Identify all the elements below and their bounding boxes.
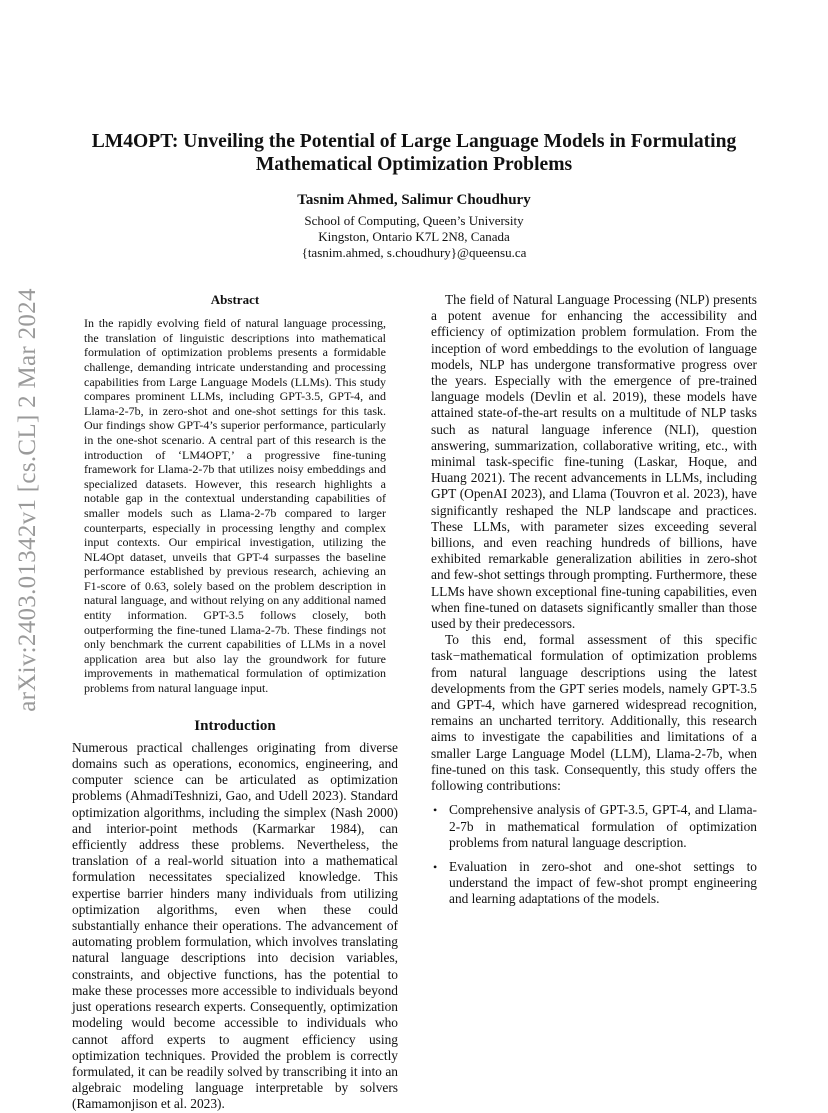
arxiv-identifier: arXiv:2403.01342v1 [cs.CL] 2 Mar 2024 bbox=[14, 288, 42, 712]
arxiv-side-stamp bbox=[10, 265, 46, 735]
author-list: Tasnim Ahmed, Salimur Choudhury bbox=[297, 192, 531, 208]
introduction-heading: Introduction bbox=[194, 717, 276, 734]
bullet-icon: • bbox=[433, 803, 438, 818]
abstract-text: In the rapidly evolving field of natural language processing, the translation of linguistic descriptions into mathematical formulation of optimization problems presents a formidable challenge, demanding intricate understanding and processing capabilities from Large Language Models (LLMs). This study compares prominent LLMs, including GPT-3.5, GPT-4, and Llama-2-7b, in zero-shot and one-shot settings for this task. Our findings show GPT-4’s superior performance, particularly in the one-shot scenario. A central part of this research is the introduction of ‘LM4OPT,’ a progressive fine-tuning framework for Llama-2-7b that utilizes noisy embeddings and specialized datasets. However, this research highlights a notable gap in the contextual understanding capabilities of smaller models such as Llama-2-7b compared to larger counterparts, especially in processing lengthy and complex input contexts. Our empirical investigation, utilizing the NL4Opt dataset, unveils that GPT-4 surpasses the baseline performance established by previous research, achieving an F1-score of 0.63, solely based on the problem description in natural language, and without relying on any additional named entity information. GPT-3.5 follows closely, both outperforming the fine-tuned Llama-2-7b. These findings not only benchmark the current capabilities of LLMs in a novel application area but also lay the groundwork for future improvements in mathematical formulation of optimization problems from natural language input. bbox=[84, 316, 386, 696]
affiliation-emails: {tasnim.ahmed, s.choudhury}@queensu.ca bbox=[301, 245, 527, 260]
affiliation-line-1: School of Computing, Queen’s University bbox=[304, 213, 524, 228]
intro-paragraph-3: To this end, formal assessment of this specific task−mathematical formulation of optimization problems from natural language descriptions using the latest developments from the GPT series models, namely GPT-3.5 and GPT-4, which have garnered widespread recognition, remains an uncharted territory. Additionally, this research aims to investigate the capabilities and limitations of a smaller Large Language Model (LLM), Llama-2-7b, when fine-tuned on this task. Consequently, this study offers the following contributions: bbox=[431, 632, 757, 794]
affiliation-line-2: Kingston, Ontario K7L 2N8, Canada bbox=[318, 229, 510, 244]
affiliation-block bbox=[72, 213, 756, 261]
left-column bbox=[72, 292, 398, 1113]
intro-paragraph-2: The field of Natural Language Processing (NLP) presents a potent avenue for enhancing the accessibility and efficiency of optimization problem formulation. From the inception of word embeddings to the evolution of language models, NLP has undergone transformative progress over the years. Especially with the emergence of pre-trained language models (Devlin et al. 2019), these models have attained state-of-the-art results on a multitude of NLP tasks such as natural language inference (NLI), question answering, summarization, collaborative writing, etc., with minimal task-specific fine-tuning (Laskar, Hoque, and Huang 2021). The recent advancements in LLMs, including GPT (OpenAI 2023), and Llama (Touvron et al. 2023), have significantly reshaped the NLP landscape and practices. These LLMs, with parameter sizes exceeding several billions, and even reaching hundreds of billions, have exhibited remarkable generalization abilities in zero-shot and few-shot settings through prompting. Furthermore, these LLMs have shown exceptional fine-tuning capabilities, even when fine-tuned on datasets significantly smaller than those used by their predecessors. bbox=[431, 292, 757, 632]
intro-paragraph-1: Numerous practical challenges originating from diverse domains such as operations, economics, engineering, and computer science can be articulated as optimization problems (AhmadiTeshnizi, Gao, and Udell 2023). Standard optimization algorithms, including the simplex (Nash 2000) and interior-point methods (Karmarkar 1984), can efficiently address these problems. Nevertheless, the translation of a real-world situation into a mathematical formulation necessitates specialized knowledge. This expertise barrier hinders many individuals from utilizing optimization algorithms, even when these could substantially enhance their operations. The advancement of automating problem formulation, which involves translating natural language descriptions into decision variables, constraints, and objective functions, has the potential to make these processes more accessible to individuals beyond just operations research experts. Consequently, optimization modeling would become accessible to individuals who cannot afford experts to augment efficiency using optimization techniques. Provided the problem is correctly formulated, it can be readily solved by transcribing it into an algebraic modeling language interpretable by solvers (Ramamonjison et al. 2023). bbox=[72, 739, 398, 1112]
right-column bbox=[431, 292, 757, 916]
contribution-2: Evaluation in zero-shot and one-shot settings to understand the impact of few-shot prompt engineering and learning adaptations of the models. bbox=[449, 858, 757, 907]
title-line-1: LM4OPT: Unveiling the Potential of Large Language Models in Formulating bbox=[91, 131, 737, 152]
list-item bbox=[433, 858, 757, 908]
contribution-1: Comprehensive analysis of GPT-3.5, GPT-4, and Llama-2-7b in mathematical formulation of optimization problems from natural language description. bbox=[449, 802, 757, 850]
list-item bbox=[433, 802, 757, 851]
title-line-2: Mathematical Optimization Problems bbox=[255, 154, 573, 175]
bullet-icon: • bbox=[433, 859, 438, 874]
paper-title bbox=[72, 130, 756, 176]
contribution-list bbox=[431, 802, 757, 907]
abstract-heading: Abstract bbox=[210, 292, 260, 307]
